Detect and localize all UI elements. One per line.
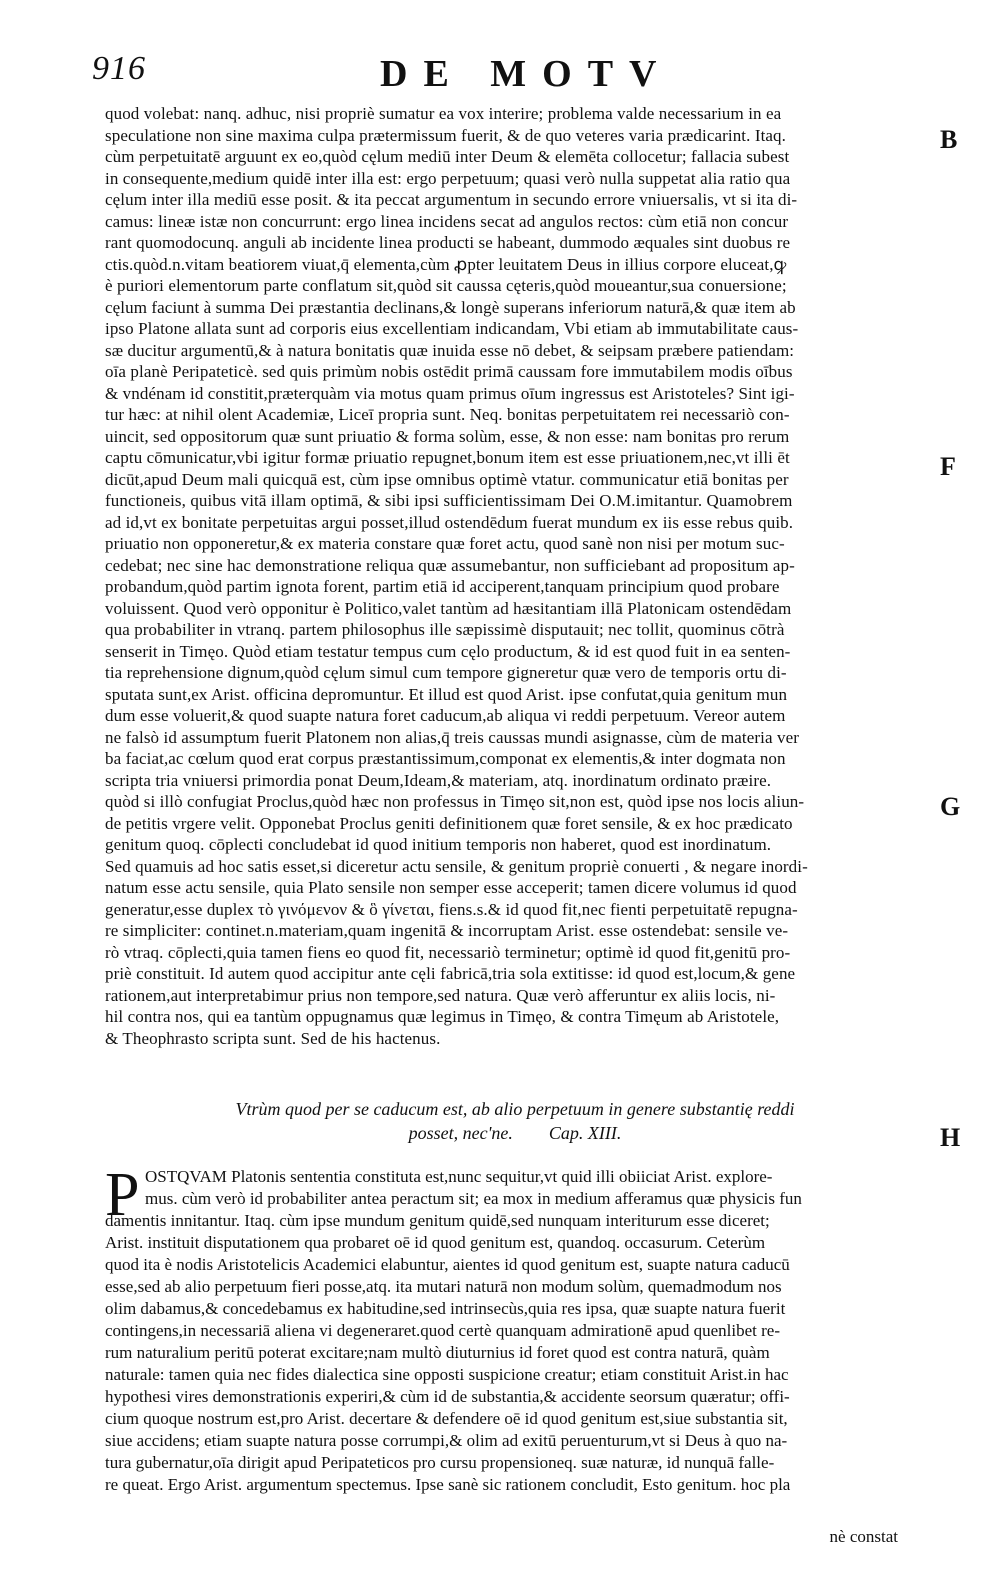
text-line: quòd si illò confugiat Proclus,quòd hæc non professus in Timęo sit,non est, quòd ipse nos locis aliun- [105, 792, 805, 811]
text-line: tur hæc: at nihil olent Academiæ, Liceī propria sunt. Neq. bonitas perpetuitatem rei necessariò con- [105, 405, 790, 424]
text-line: naturale: tamen quia nec fides dialectica sine opposti suspicione creatur; etiam constituit Arist.in hac [105, 1365, 789, 1384]
text-line: re queat. Ergo Arist. argumentum spectemus. Ipse sanè sic rationem concludit, Esto genitum. hoc pla [105, 1475, 791, 1494]
text-line: de petitis vrgere velit. Opponebat Proclus geniti definitionem quæ foret sensile, & ex hoc prædicato [105, 813, 793, 833]
drop-cap: P [105, 1161, 140, 1229]
text-line: Arist. instituit disputationem qua probaret oē id quod genitum est, quandoq. occasurum. Ceterùm [105, 1233, 766, 1252]
text-line: rum naturalium peritū poterat excitare;nam multò diuturnius id foret quod est contra naturā, quàm [105, 1343, 770, 1362]
text-line: senserit in Timęo. Quòd etiam testatur tempus cum cęlo productum, & id est quod fuit in ea senten- [105, 641, 791, 661]
text-line: cęlum faciunt à summa Dei præstantia declinans,& longè superans inferiorum naturā,& quæ item ab [105, 297, 796, 317]
text-line: ba faciat,ac cœlum quod erat corpus præstantissimum,componat ex elementis,& inter dogmata non [105, 749, 786, 768]
text-line: mus. cùm verò id probabiliter antea peractum sit; ea mox in medium afferamus quæ physicis fun [145, 1189, 802, 1208]
text-line: OSTQVAM Platonis sententia constituta est,nunc sequitur,vt quid illi obiiciat Arist. explore- [145, 1167, 773, 1186]
chapter-heading-line-1: Vtrùm quod per se caducum est, ab alio perpetuum in genere substantię reddi [235, 1099, 795, 1119]
text-line: hil contra nos, qui ea tantùm oppugnamus quæ legimus in Timęo, & contra Timęum ab Aristotele, [105, 1007, 780, 1026]
text-line: cedebat; nec sine hac demonstratione reliqua quæ assumebantur, non sufficiebant ad propositum ap- [105, 555, 795, 575]
text-line: genitum quoq. cōplecti concludebat id quod initium temporis non haberet, quod est inordinatum. [105, 835, 772, 854]
text-line: & Theophrasto scripta sunt. Sed de his hactenus. [105, 1028, 441, 1048]
chapter-heading-line-2: posset, nec'ne. Cap. XIII. [408, 1123, 622, 1143]
catchword: nè constat [829, 1527, 898, 1546]
text-line: rant quomodocunq. anguli ab incidente linea producti se habeant, dummodo æquales sint duobus re [105, 233, 791, 252]
text-line: ipso Platone allata sunt ad corporis eius excellentiam indicandam, Vbi etiam ab immutabilitate caus- [105, 319, 799, 338]
text-line: quod volebat: nanq. adhuc, nisi propriè sumatur ea vox interire; problema valde necessarium in ea [105, 104, 782, 123]
text-line: ne falsò id assumptum fuerit Platonem non alias,q̄ treis caussas mundi asignasse, cùm de materia ver [105, 727, 799, 747]
text-line: probandum,quòd partim ignota forent, partim etiā id acciperent,tanquam principium quod probare [105, 577, 780, 596]
text-line: functioneis, quibus vitā illam optimā, & sibi ipsi sufficientissimam Dei O.M.imitantur. Quamobrem [105, 491, 793, 510]
text-line: sputata sunt,ex Arist. officina depromuntur. Et illud est quod Arist. ipse confutat,quia genitum mun [105, 684, 788, 704]
text-line: tia reprehensione dignum,quòd cęlum simul cum tempore gigneretur quæ vero de temporis ortu di- [105, 663, 787, 682]
text-line: sæ ducitur argumentū,& à natura bonitatis quæ inuida esse nō debet, & seipsam præbere patiendam: [105, 340, 795, 360]
text-line: & vndénam id constitit,præterquàm via motus quam primus oīum ingressus est Aristoteles? Sint igi- [105, 383, 795, 403]
text-line: priè constituit. Id autem quod accipitur ante cęli fabricā,tria sola extitisse: id quod est,locum,& gene [105, 964, 796, 983]
text-line: contingens,in necessariā aliena vi degeneraret.quod certè quanquam admirationē apud quenlibet re- [105, 1321, 780, 1340]
text-line: scripta tria vniuersi primordia ponat Deum,Ideam,& materiam, atq. inordinatum ordinato præire. [105, 770, 772, 790]
text-line: voluissent. Quod verò opponitur è Politico,valet tantùm ad hæsitantiam illā Platonicam ostendēdam [105, 598, 792, 618]
margin-letter-f: F [940, 452, 956, 481]
text-line: cium quoque nostrum est,pro Arist. decertare & defendere oē id quod genitum est,siue substantia sit, [105, 1409, 788, 1428]
text-line: priuatio non opponeretur,& ex materia constare quæ foret actu, quod sanè non nisi per motum suc- [105, 534, 785, 553]
chapter-heading [205, 1097, 825, 1145]
text-line: uincit, sed oppositorum quæ sunt priuatio & forma solùm, esse, & non esse: nam bonitas pro rerum [105, 426, 790, 446]
text-line: Sed quamuis ad hoc satis esset,si diceretur actu sensile, & genitum propriè conuerti , & negare inordi- [105, 856, 808, 876]
text-line: olim dabamus,& concedebamus ex habitudine,sed intrinsecùs,quia res ipsa, quæ suapte natura fuerit [105, 1299, 786, 1318]
page-number: 916 [92, 50, 146, 87]
text-line: oīa planè Peripateticè. sed quis primùm nobis ostēdit primā caussam fore immutabilem modis oībus [105, 362, 793, 381]
text-line: siue accidens; etiam suapte natura posse corrumpi,& olim ad exitū peruenturum,vt si Deus à quo na- [105, 1431, 788, 1450]
text-line: in consequente,medium quidē inter illa est: ergo perpetuum; quasi verò nulla suppetat alia ratio qua [105, 168, 791, 188]
text-line: ad id,vt ex bonitate perpetuitas argui posset,illud ostendēdum fuerat mundum ex iis esse rebus quib. [105, 512, 794, 532]
text-line: ctis.quòd.n.vitam beatiorem viuat,q̄ elementa,cùm ꝓpter leuitatem Deus in illius corpore eluceat,ꝙ [105, 254, 787, 274]
text-line: dicūt,apud Deum mali quicquā est, cùm ipse omnibus optimè vtatur. communicatur etiā bonitas per [105, 469, 789, 489]
margin-letter-b: B [940, 125, 958, 154]
text-line: cùm perpetuitatē arguunt ex eo,quòd cęlum mediū inter Deum & elemēta collocetur; fallacia subest [105, 147, 790, 166]
margin-letter-h: H [940, 1123, 961, 1152]
text-line: cęlum inter illa mediū esse posit. & ita peccat argumentum in secundo errore vniuersalis, vt si ita di- [105, 190, 798, 209]
text-line: natum esse actu sensile, quia Plato sensile non semper esse acceperit; tamen dicere volumus id quod [105, 878, 797, 897]
text-line: rò vtraq. cōplecti,quia tamen fiens eo quod fit, necessariò terminetur; optimè id quod fit,genitū pro- [105, 942, 791, 962]
text-line: damentis innitantur. Itaq. cùm ipse mundum genitum quidē,sed nunquam interiturum esse diceret; [105, 1211, 770, 1230]
paragraph-1 [105, 103, 925, 1049]
text-line: camus: lineæ istæ non concurrunt: ergo linea incidens secat ad angulos rectos: cùm etiā non concur [105, 211, 789, 231]
text-line: è puriori elementorum parte conflatum sit,quòd sit caussa cęteris,quòd moueantur,sua conuersione; [105, 276, 787, 295]
text-line: dum esse voluerit,& quod suapte natura foret caducum,ab aliqua vi reddi perpetuum. Vereor autem [105, 706, 786, 725]
text-line: esse,sed ab alio perpetuum fieri posse,atq. ita mutari naturā non modum solùm, quemadmodum nos [105, 1277, 782, 1296]
text-line: re simpliciter: continet.n.materiam,quam ingenitā & incorruptam Arist. esse ostendebat: sensile ve- [105, 921, 789, 940]
text-line: rationem,aut interpretabimur prius non tempore,sed natura. Quæ verò afferuntur ex aliis locis, ni- [105, 985, 776, 1005]
running-head: DE MOTV [380, 53, 673, 95]
text-line: captu cōmunicatur,vbi igitur formæ priuatio repugnet,bonum item est esse priuationem,nec,vt illi ēt [105, 448, 790, 467]
text-line: generatur,esse duplex τὸ γινόμενον & ὃ γίνεται, fiens.s.& id quod fit,nec fienti perpetuitatē repugna- [105, 899, 798, 919]
margin-letter-g: G [940, 792, 961, 821]
text-line: hypothesi vires demonstrationis experiri,& cùm id de substantia,& accidente seorsum quæratur; offi- [105, 1387, 790, 1406]
text-line: qua probabiliter in vtranq. partem philosophus ille sæpissimè disputauit; nec tollit, quominus cōtrà [105, 620, 785, 639]
text-line: quod ita è nodis Aristotelicis Academici elabuntur, aientes id quod genitum est, suapte natura caducū [105, 1255, 790, 1274]
paragraph-2 [105, 1161, 925, 1496]
text-line: tura gubernatur,oīa dirigit apud Peripateticos pro cursu propensioneq. suæ naturæ, id nunquā falle- [105, 1453, 775, 1472]
text-line: speculatione non sine maxima culpa prætermissum fuerit, & de quo veteres varia prædicarint. Itaq. [105, 125, 786, 145]
